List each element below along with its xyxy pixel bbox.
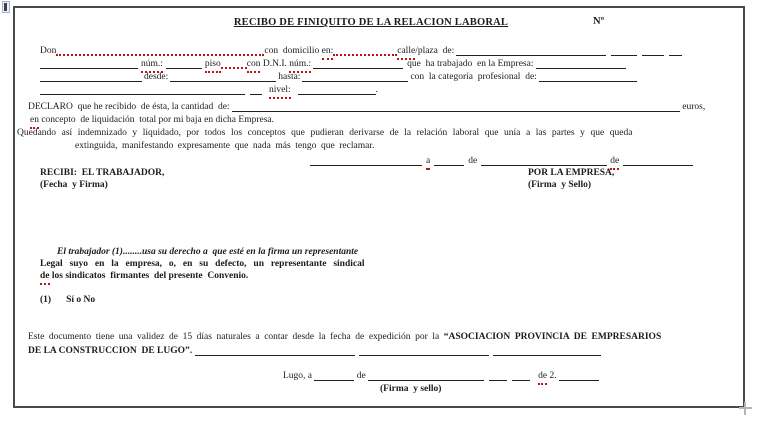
association-name-part2: DE LA CONSTRUCCION DE LUGO”.	[28, 346, 195, 356]
blank-line	[166, 68, 202, 69]
domicilio-label: con domicilio	[264, 46, 322, 56]
association-name-part1: “ASOCIACION PROVINCIA DE EMPRESARIOS	[443, 332, 662, 342]
blank-line	[313, 68, 403, 69]
blank-line	[314, 380, 354, 381]
blank-line	[56, 54, 264, 56]
categoria-label: con la categoría profesional de:	[410, 72, 537, 82]
blank-line	[310, 165, 422, 166]
date-de2-label: de	[610, 155, 619, 170]
resize-handle-vertical-bar	[744, 402, 746, 415]
calle-label: calle	[397, 45, 415, 60]
form-title: RECIBO DE FINIQUITO DE LA RELACION LABORAL	[233, 17, 509, 28]
form-page	[13, 6, 745, 408]
blank-line	[359, 355, 489, 356]
validity-text: Este documento tiene una validez de 15 días naturales a contar desde la fecha de expedición por la	[28, 332, 444, 342]
blank-line	[481, 165, 607, 166]
worker-signature-title: RECIBI: EL TRABAJADOR,	[40, 168, 165, 178]
blank-line	[250, 94, 262, 95]
extinguida-text: extinguida, manifestando expresamente que nada más tengo que reclamar.	[75, 141, 375, 151]
blank-line	[489, 380, 507, 381]
resize-handle[interactable]	[739, 402, 752, 415]
blank-line	[170, 81, 276, 82]
blank-line	[195, 355, 355, 356]
clause-italic-text: El trabajador (1)........usa su derecho a que esté en la firma un representante	[57, 247, 359, 257]
declaro-text: DECLARO que he recibido de ésta, la cantidad de:	[28, 102, 232, 112]
piso-label: piso	[205, 58, 221, 73]
nivel-label: nivel:	[269, 84, 291, 99]
blank-line	[368, 380, 484, 381]
empresa-label: que ha trabajado en la Empresa:	[407, 59, 536, 69]
clause-line3-text: los sindicatos firmantes del presente Convenio.	[49, 271, 249, 281]
blank-line	[611, 55, 637, 56]
hasta-label: hasta:	[278, 72, 301, 82]
worker-signature-sub: (Fecha y Firma)	[40, 180, 108, 190]
note-number: (1)	[40, 295, 52, 305]
firma-sello-label: (Firma y sello)	[380, 384, 442, 394]
blank-line	[559, 380, 599, 381]
note-text: Sí o No	[66, 295, 96, 305]
blank-line	[302, 81, 408, 82]
anchor-bar-icon	[4, 3, 7, 11]
date-de1-label: de	[468, 156, 478, 166]
company-signature-title: POR LA EMPRESA,	[528, 168, 615, 178]
blank-line	[221, 67, 247, 69]
blank-line	[333, 54, 397, 56]
num-label: núm.:	[141, 58, 163, 73]
concepto-text: concepto de liquidación total por mi baja en dicha Empresa.	[38, 115, 275, 125]
don-label: Don	[40, 46, 57, 56]
lugo-de2-label: de	[538, 370, 547, 385]
euros-label: euros,	[679, 102, 706, 112]
lugo-year-prefix: 2.	[547, 371, 559, 381]
lugo-de1-label: de	[354, 371, 369, 381]
blank-line	[434, 165, 464, 166]
en-label: en:	[322, 45, 334, 60]
blank-line	[40, 68, 138, 69]
period-text: .	[375, 85, 379, 95]
lugo-label: Lugo, a	[283, 371, 315, 381]
blank-line	[623, 165, 693, 166]
blank-line	[493, 355, 601, 356]
en-concepto-word: en	[30, 114, 39, 129]
blank-line	[232, 111, 680, 112]
blank-line	[456, 55, 606, 56]
plaza-label: /plaza de:	[415, 46, 455, 56]
con-label: con	[247, 58, 261, 73]
blank-line	[298, 94, 376, 95]
clause-de-word: de	[40, 270, 50, 285]
blank-line	[40, 81, 142, 82]
blank-line	[512, 380, 530, 381]
date-a-label: a	[426, 155, 430, 170]
desde-label: desde:	[144, 72, 169, 82]
clause-line2-text: Legal suyo en la empresa, o, en su defecto, un representante sindical	[40, 259, 365, 269]
dni-num-label: núm.:	[289, 58, 311, 73]
form-number-label: Nº	[593, 16, 605, 27]
blank-line	[642, 55, 664, 56]
company-signature-sub: (Firma y Sello)	[528, 180, 592, 190]
blank-line	[40, 94, 245, 95]
blank-line	[539, 81, 637, 82]
dni-label: D.N.I.	[260, 59, 290, 69]
blank-line	[536, 68, 626, 69]
object-anchor-handle[interactable]	[2, 1, 10, 13]
quedando-text: Quedando así indemnizado y liquidado, por todos los conceptos que pudieran derivarse de la relación laboral que unía a las partes y que queda	[17, 128, 633, 138]
blank-line	[669, 55, 682, 56]
